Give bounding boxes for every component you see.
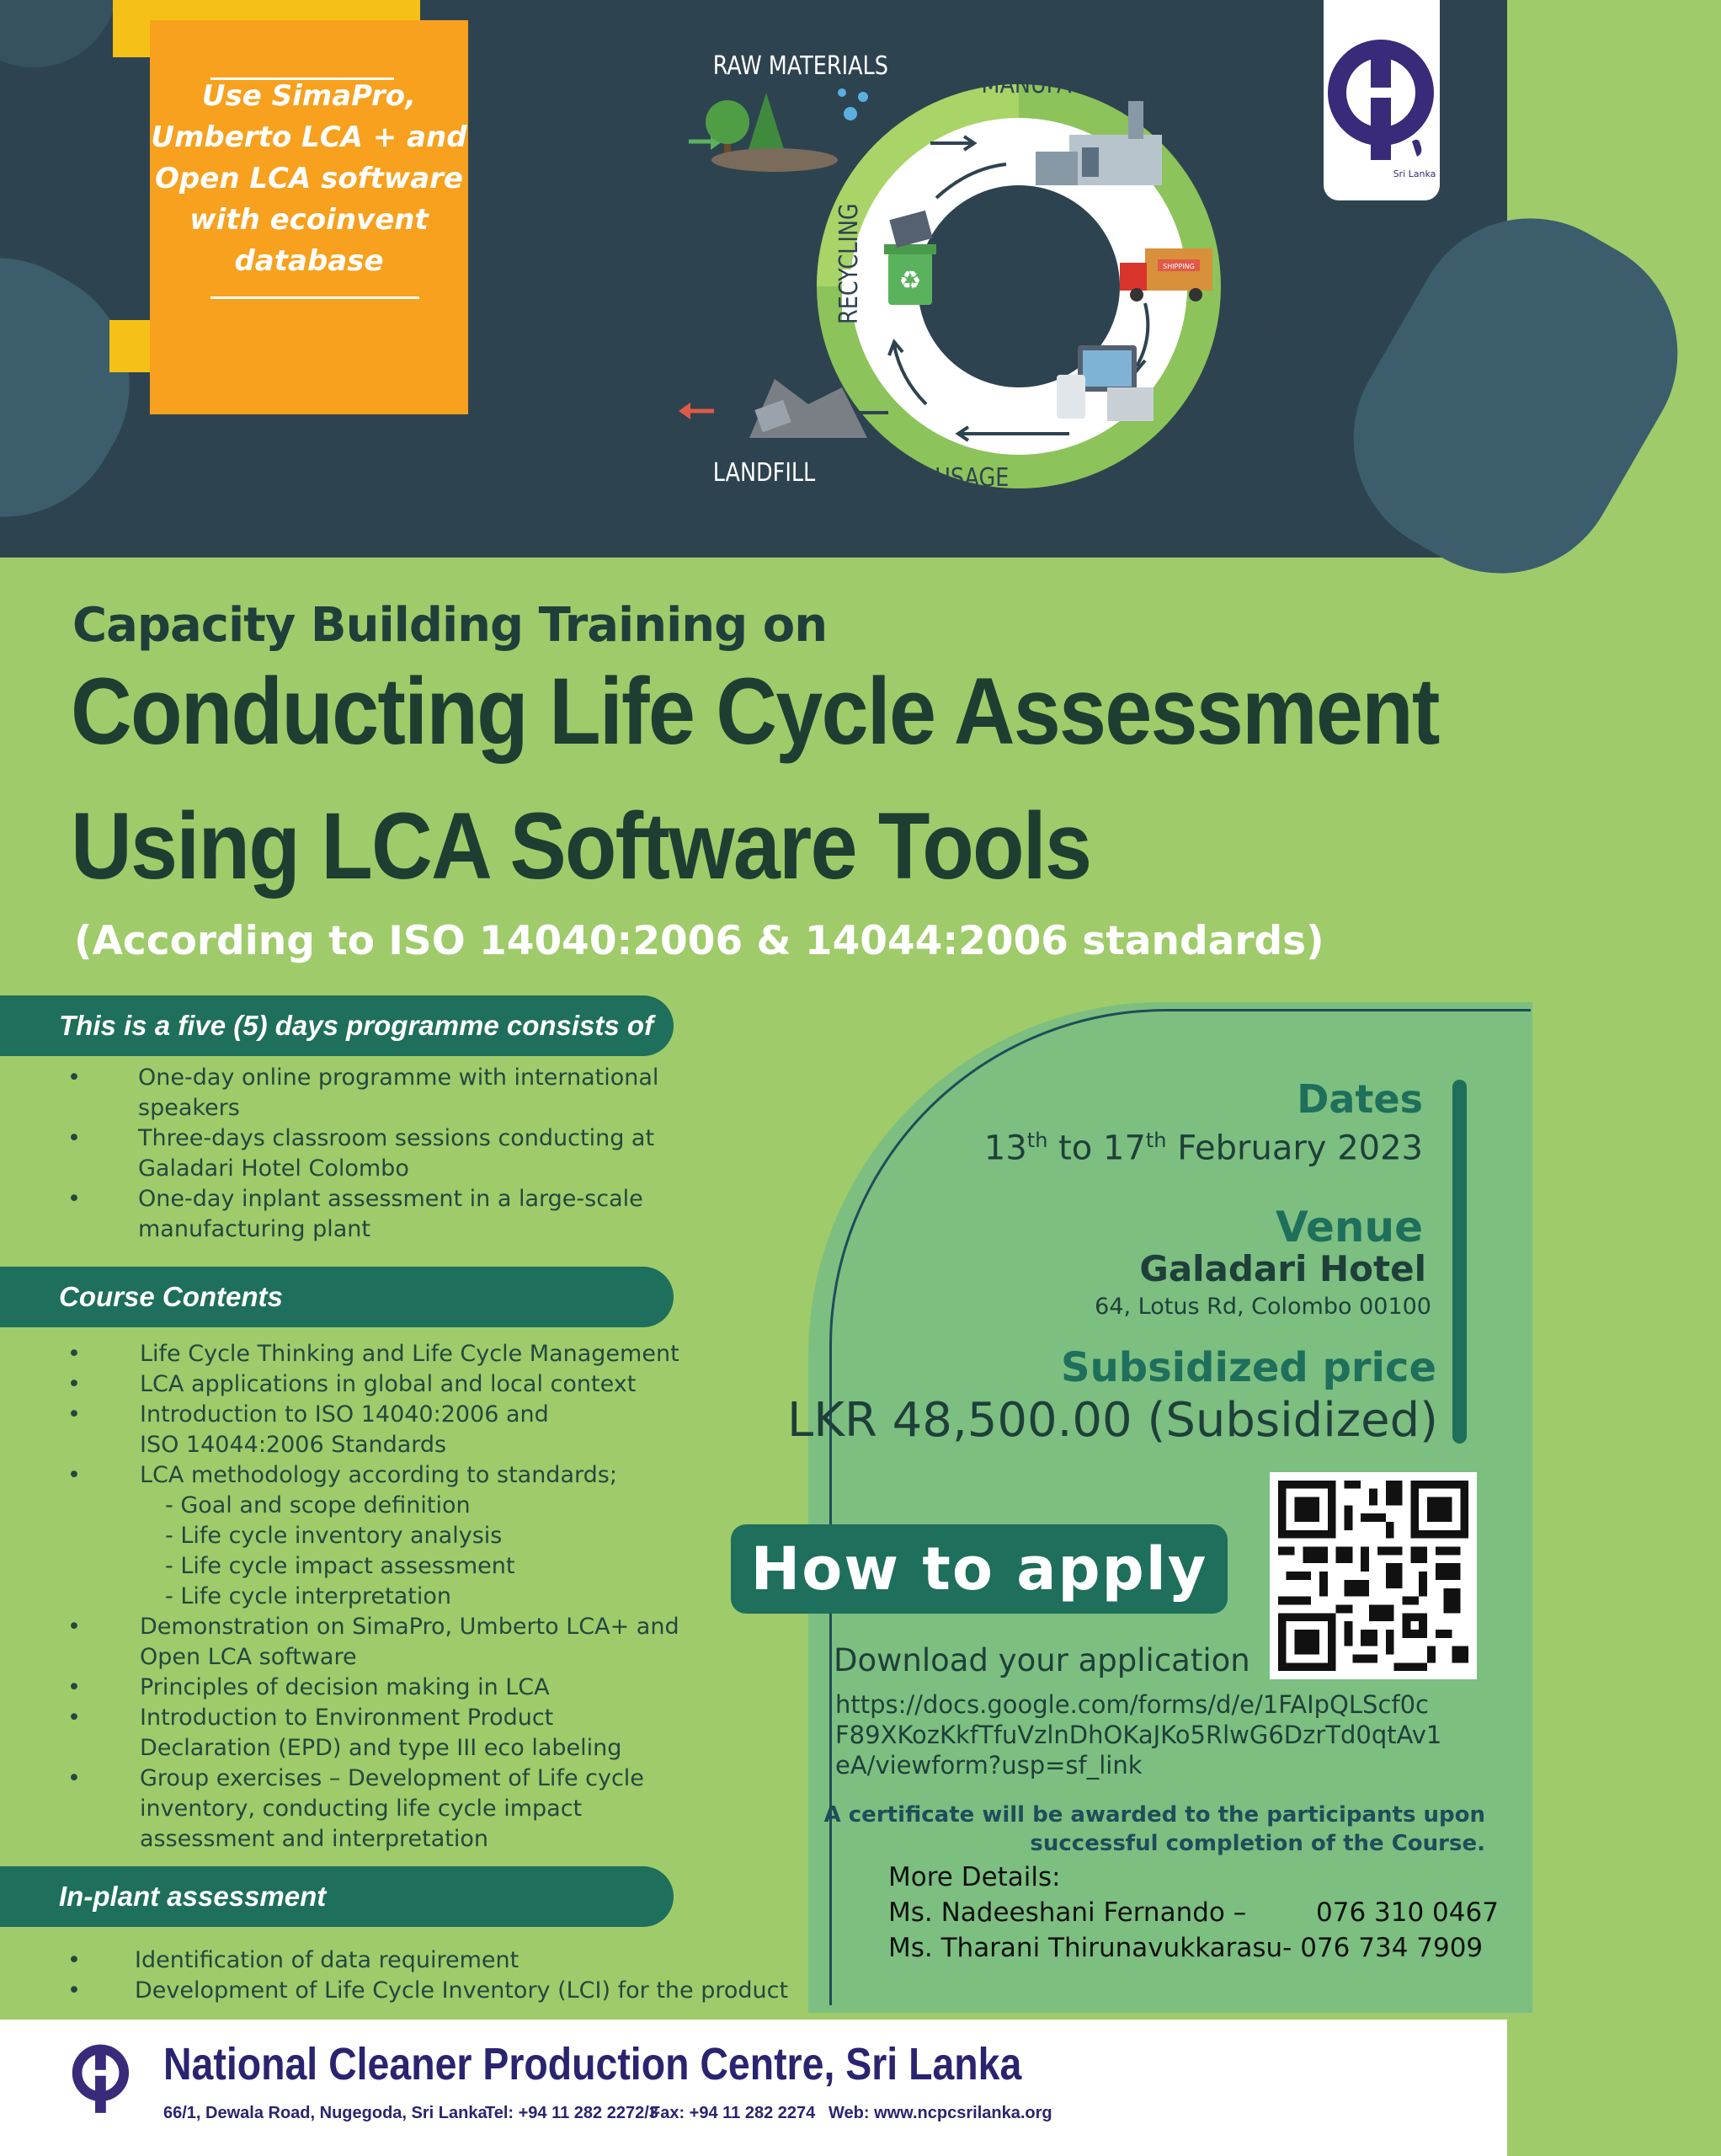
list-item: Principles of decision making in LCA [140,1674,550,1700]
title-line-2: Using LCA Software Tools [71,793,1091,899]
bullet: • [67,1125,81,1151]
qr-code-icon [1270,1472,1477,1679]
label-distribution: DISTRIBUTION [1254,215,1285,369]
decor-shape [0,215,173,560]
callout-line: database [234,244,384,278]
bullet: • [67,1462,81,1488]
application-qr-code[interactable] [1270,1472,1477,1679]
dates-label: Dates [1297,1076,1423,1122]
footer-fax: Fax: +94 11 282 2274 [650,2104,816,2122]
title-kicker: Capacity Building Training on [72,598,828,653]
ncpc-logo-card [1324,0,1440,200]
download-text: Download your application [834,1642,1250,1678]
divider [210,296,419,299]
list-item: One-day online programme with international speakers [138,1065,659,1121]
life-cycle-diagram [674,42,1285,547]
bullet: • [67,1614,81,1640]
callout-line: Use SimaPro, [201,79,417,113]
output-arrow-head [679,403,690,419]
label-recycling: RECYCLING [833,203,864,324]
callout-line: with ecoinvent [189,203,429,237]
trees-icon [706,88,868,172]
bullet: • [67,1765,81,1791]
label-manufacturing: MANUFACTURING [981,68,1170,99]
dates-value: 13th to 17th February 2023 [983,1129,1423,1168]
ncpc-footer-logo-icon [67,2038,135,2122]
svg-text:♻: ♻ [898,266,922,296]
bullet: • [67,1705,81,1731]
list-item: LCA applications in global and local context [140,1371,637,1397]
title-line-1: Conducting Life Cycle Assessment [71,659,1439,764]
bullet: • [67,1065,81,1091]
label-raw-materials: RAW MATERIALS [712,50,888,81]
venue-address: 64, Lotus Rd, Colombo 00100 [1095,1294,1431,1320]
footer-address: 66/1, Dewala Road, Nugegoda, Sri Lanka [163,2104,488,2122]
bullet: • [67,1186,81,1212]
list-item: Three-days classroom sessions conducting at Galadari Hotel Colombo [138,1125,655,1182]
list-item: One-day inplant assessment in a large-scale manufacturing plant [138,1186,643,1242]
programme-heading: This is a five (5) days programme consists of [0,995,674,1056]
application-link[interactable]: https://docs.google.com/forms/d/e/1FAIpQLScf0c F89XKozKkfTfuVzlnDhOKaJKo5RlwG6DzrTd0qtAv1 eA/viewform?usp=sf_link [835,1690,1442,1780]
list-item: Development of Life Cycle Inventory (LCI) for the product [135,1977,789,2004]
contacts-block [888,1860,1499,1966]
venue-label: Venue [1276,1203,1423,1251]
bullet: • [67,1977,81,2004]
label-usage: USAGE [935,462,1010,493]
bullet: • [67,1674,81,1700]
header-banner [0,0,1507,558]
bullet: • [67,1371,81,1397]
logo-country-text: Sri Lanka [1393,168,1436,179]
bullet: • [67,1947,81,1973]
list-item: Life Cycle Thinking and Life Cycle Management [140,1341,679,1367]
price-value: LKR 48,500.00 (Subsidized) [787,1393,1438,1448]
venue-name: Galadari Hotel [1139,1248,1426,1289]
how-to-apply-button[interactable]: How to apply [731,1524,1228,1614]
price-label: Subsidized price [1061,1344,1436,1391]
label-landfill: LANDFILL [712,456,816,488]
list-item: Group exercises – Development of Life cycle inventory, conducting life cycle impact assessment and interpretation [140,1765,644,1852]
recycle-bin-icon [884,211,936,305]
bullet: • [67,1341,81,1367]
footer [0,2020,1507,2156]
accent-bar [1452,1080,1467,1444]
contact-row: Ms. Tharani Thirunavukkarasu- 076 734 7909 [888,1933,1484,1963]
decor-shape [1310,175,1720,616]
inplant-heading: In-plant assessment [0,1866,674,1927]
list-item: Demonstration on SimaPro, Umberto LCA+ and Open LCA software [140,1614,679,1670]
svg-text:SHIPPING: SHIPPING [1163,263,1195,270]
contact-row: Ms. Nadeeshani Fernando – 076 310 0467 [888,1897,1499,1928]
list-item: LCA methodology according to standards; - Goal and scope definition - Life cycle inventory analysis - Life cycle impact assessment - Life cycle interpretation [140,1462,617,1609]
list-item: Introduction to Environment Product Declaration (EPD) and type III eco labeling [140,1705,622,1761]
ncpc-logo-icon [1324,0,1440,200]
title-standards: (According to ISO 14040:2006 & 14044:2006 standards) [74,918,1324,964]
certificate-note: A certificate will be awarded to the participants upon successful completion of the Course. [823,1802,1485,1856]
callout-line: Open LCA software [155,162,463,195]
footer-web-link[interactable]: Web: www.ncpcsrilanka.org [829,2104,1052,2122]
footer-org-name: National Cleaner Production Centre, Sri Lanka [163,2039,1022,2089]
more-details-label: More Details: [888,1862,1061,1892]
footer-tel: Tel: +94 11 282 2272/3 [485,2104,658,2122]
course-contents-heading: Course Contents [0,1267,674,1327]
list-item: Identification of data requirement [135,1947,519,1973]
list-item: Introduction to ISO 14040:2006 and ISO 14044:2006 Standards [140,1401,549,1458]
bullet: • [67,1401,81,1428]
software-callout-text [150,76,468,282]
callout-line: Umberto LCA + and [151,120,467,154]
